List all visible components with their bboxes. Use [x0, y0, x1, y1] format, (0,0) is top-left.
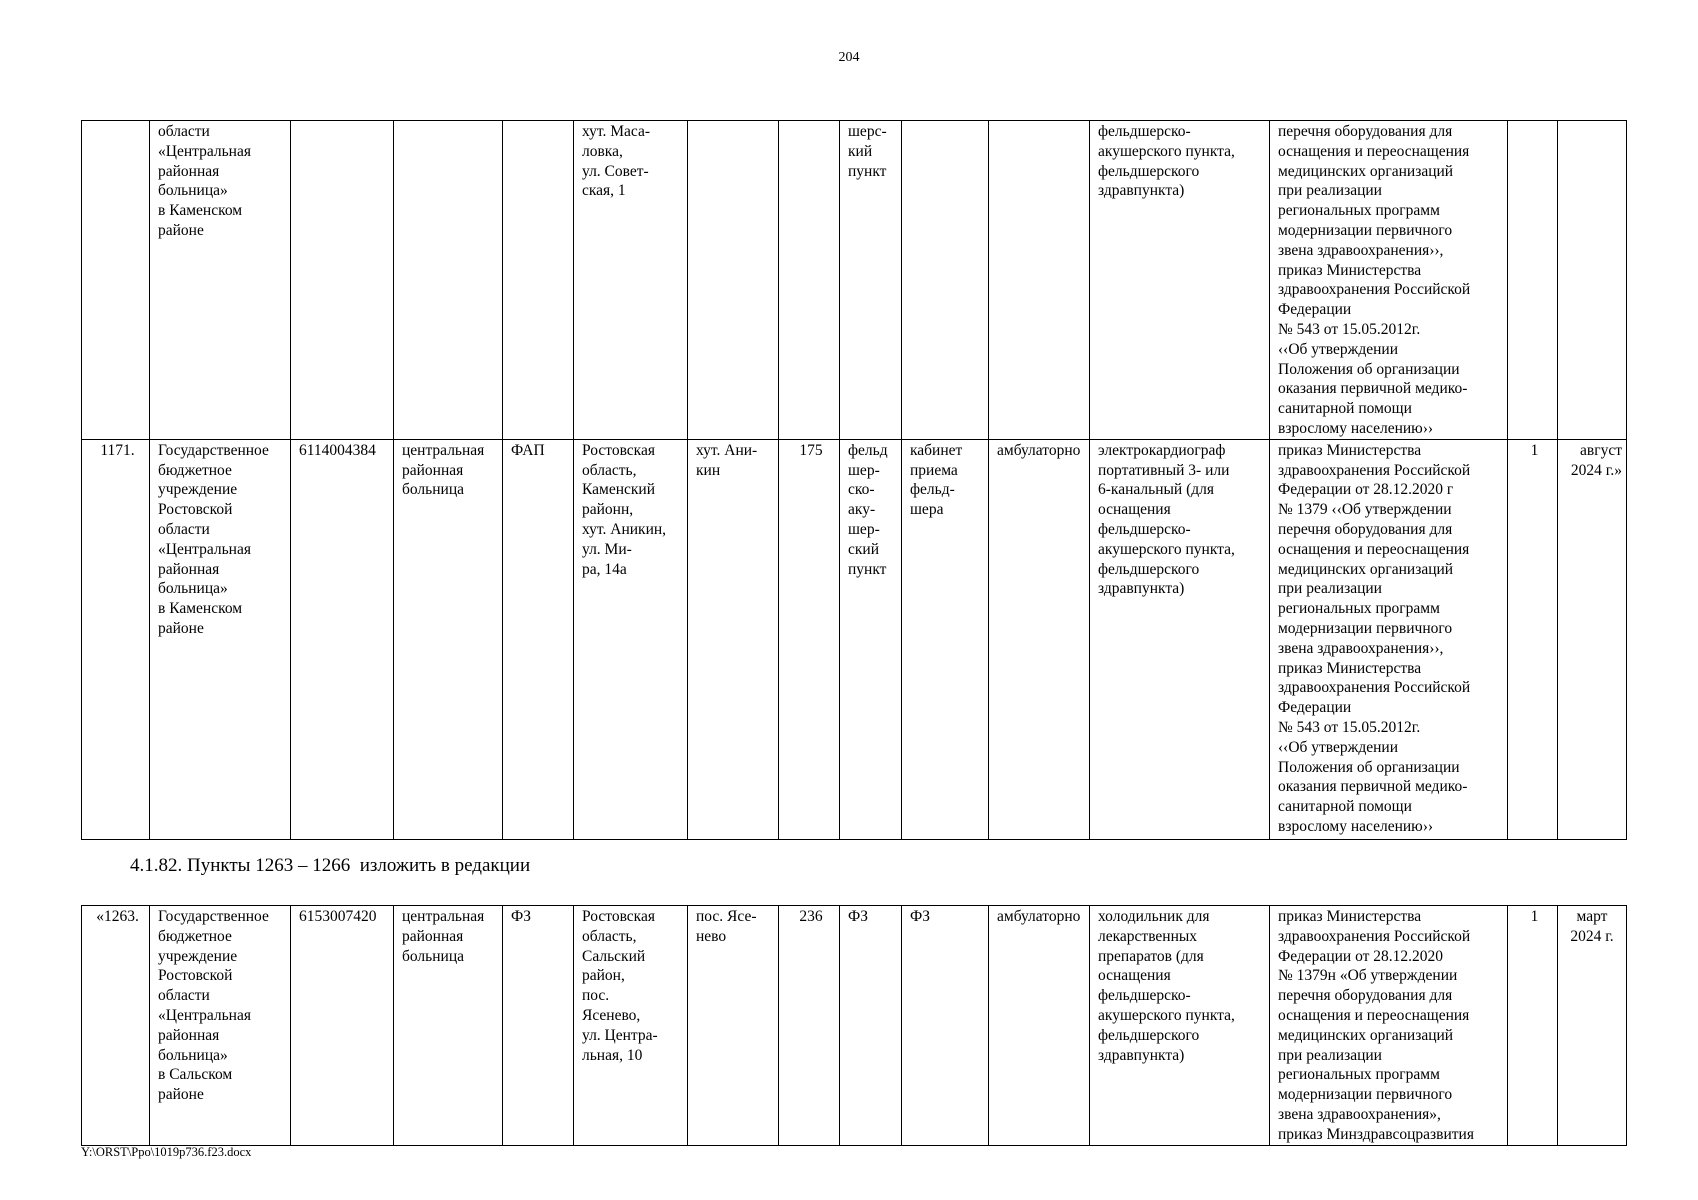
cell-population	[779, 121, 840, 440]
cell-org-type	[394, 121, 503, 440]
cell-org-type: центральная районная больница	[394, 439, 503, 839]
table-row-1171	[82, 439, 1627, 839]
cell-equipment: холодильник для лекарственных препаратов (для оснащения фельдшерско- акушерского пункта, фельдшерского здравпункта)	[1090, 906, 1270, 1146]
cell-inn: 6153007420	[291, 906, 394, 1146]
table-row-continuation	[82, 121, 1627, 440]
cell-settlement: хут. Ани- кин	[688, 439, 779, 839]
footer-file-path: Y:\ORST\Ppo\1019p736.f23.docx	[81, 1145, 252, 1159]
cell-unit-type: ФЗ	[503, 906, 574, 1146]
cell-legal-basis: перечня оборудования для оснащения и переоснащения медицинских организаций при реализации региональных программ модернизации первичного звена здравоохранения››, приказ Министерства здравоохранения Российской Федерации № 543 от 15.05.2012г. ‹‹Об утверждении Положения об организации оказания первичной медико- санитарной помощи взрослому населению››	[1270, 121, 1508, 440]
cell-number: «1263.	[82, 906, 150, 1146]
cell-room: кабинет приема фельд- шера	[902, 439, 989, 839]
cell-care-conditions	[989, 121, 1090, 440]
cell-number	[82, 121, 150, 440]
cell-care-conditions: амбулаторно	[989, 906, 1090, 1146]
cell-org-type: центральная районная больница	[394, 906, 503, 1146]
cell-deadline	[1558, 121, 1627, 440]
cell-population: 236	[779, 906, 840, 1146]
cell-deadline: август 2024 г.»	[1558, 439, 1627, 839]
cell-equipment: фельдшерско- акушерского пункта, фельдшерского здравпункта)	[1090, 121, 1270, 440]
cell-unit-type: ФАП	[503, 439, 574, 839]
cell-room	[902, 121, 989, 440]
cell-institution: Государственное бюджетное учреждение Ростовской области «Центральная районная больница» в Сальском районе	[150, 906, 291, 1146]
cell-institution: области «Центральная районная больница» в Каменском районе	[150, 121, 291, 440]
cell-care-conditions: амбулаторно	[989, 439, 1090, 839]
cell-room: ФЗ	[902, 906, 989, 1146]
cell-quantity: 1	[1508, 906, 1558, 1146]
cell-quantity	[1508, 121, 1558, 440]
page-number: 204	[838, 50, 860, 65]
cell-inn	[291, 121, 394, 440]
cell-unit-type	[503, 121, 574, 440]
cell-address: Ростовская область, Сальский район, пос. Ясенево, ул. Центра- льная, 10	[574, 906, 688, 1146]
cell-population: 175	[779, 439, 840, 839]
section-heading: 4.1.82. Пункты 1263 – 1266 изложить в редакции	[130, 855, 531, 876]
cell-unit-name: шерс- кий пункт	[840, 121, 902, 440]
cell-legal-basis: приказ Министерства здравоохранения Российской Федерации от 28.12.2020 № 1379н «Об утверждении перечня оборудования для оснащения и переоснащения медицинских организаций при реализации региональных программ модернизации первичного звена здравоохранения», приказ Минздравсоцразвития	[1270, 906, 1508, 1146]
cell-number: 1171.	[82, 439, 150, 839]
cell-address: хут. Маса- ловка, ул. Совет- ская, 1	[574, 121, 688, 440]
cell-equipment: электрокардиограф портативный 3- или 6-канальный (для оснащения фельдшерско- акушерского пункта, фельдшерского здравпункта)	[1090, 439, 1270, 839]
cell-settlement: пос. Ясе- нево	[688, 906, 779, 1146]
registry-table-continued	[81, 120, 1627, 840]
cell-legal-basis: приказ Министерства здравоохранения Российской Федерации от 28.12.2020 г № 1379 ‹‹Об утверждении перечня оборудования для оснащения и переоснащения медицинских организаций при реализации региональных программ модернизации первичного звена здравоохранения››, приказ Министерства здравоохранения Российской Федерации № 543 от 15.05.2012г. ‹‹Об утверждении Положения об организации оказания первичной медико- санитарной помощи взрослому населению››	[1270, 439, 1508, 839]
cell-unit-name: ФЗ	[840, 906, 902, 1146]
cell-quantity: 1	[1508, 439, 1558, 839]
cell-institution: Государственное бюджетное учреждение Ростовской области «Центральная районная больница» в Каменском районе	[150, 439, 291, 839]
cell-settlement	[688, 121, 779, 440]
cell-address: Ростовская область, Каменский районн, хут. Аникин, ул. Ми- ра, 14а	[574, 439, 688, 839]
cell-deadline: март 2024 г.	[1558, 906, 1627, 1146]
cell-unit-name: фельд шер- ско- аку- шер- ский пункт	[840, 439, 902, 839]
cell-inn: 6114004384	[291, 439, 394, 839]
table-row-1263	[82, 906, 1627, 1146]
registry-table-new	[81, 905, 1627, 1146]
